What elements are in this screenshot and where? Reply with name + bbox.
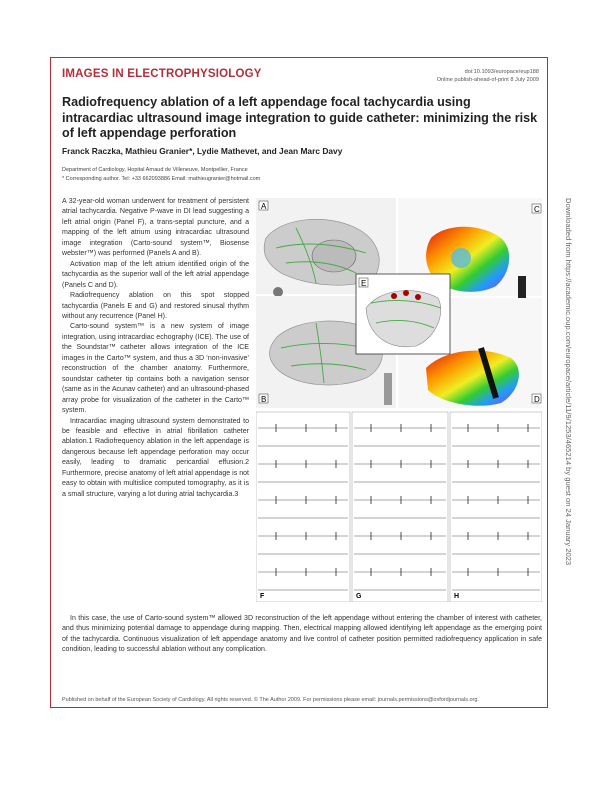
panel-f xyxy=(256,412,350,602)
section-heading: IMAGES IN ELECTROPHYSIOLOGY xyxy=(62,68,262,80)
paragraph: A 32-year-old woman underwent for treatment of persistent atrial tachycardia. Negative P-wave in DI lead suggesting a left atrial origin (Panel F), a trans-septal puncture, and a mapping of the left atrium using intracardiac ultrasound image integration (Carto-sound system™, Biosense webster™) was performed (Panels A and B). xyxy=(62,198,249,258)
online-date: Online publish-ahead-of-print 8 July 2009 xyxy=(436,77,539,83)
paragraph: In this case, the use of Carto-sound system™ allowed 3D reconstruction of the left appendage without entering the chamber of interest with catheter, and thus minimizing potential damage to appendage during mapping. Then, electrical mapping allowed identifying left appendage as the emerging point of the tachycardia. Continuous visualization of left appendage anatomy and live control of catheter position permitted radiofrequency application in safe condition, leading to successful ablation without any complication. xyxy=(62,615,542,654)
footer-note: Published on behalf of the European Society of Cardiology. All rights reserved. © The Author 2009. For permissions please email: journals.permissions@oxfordjournals.org. xyxy=(62,697,479,703)
figure-svg xyxy=(256,198,542,602)
correspondence: * Corresponding author. Tel: +33 662093886 Email: mathieugranier@hotmail.com xyxy=(62,175,261,182)
paragraph: Carto-sound system™ is a new system of image integration, using intracardiac echography (ICE). The use of the Soundstar™ catheter allows integration of the ICE images in the Carto™ system, and thus a 3D ‘non-invasive’ reconstruction of the chamber anatomy. Furthermore, soundstar catheter tip contains both a navigation sensor (same as in the Acunav catheter) and an ultrasound-phased array probe for visualization of the catheter in the Carto™ system. xyxy=(62,323,249,415)
side-download-note xyxy=(566,198,580,598)
figure-panels xyxy=(256,198,542,602)
panel-label-h: H xyxy=(454,593,460,600)
panel-g xyxy=(352,412,448,602)
panel-label-c: C xyxy=(534,205,540,214)
affiliation: Department of Cardiology, Hopital Arnaud de Villeneuve, Montpellier, France xyxy=(62,167,248,173)
left-column xyxy=(62,197,249,500)
paragraph: Intracardiac imaging ultrasound system demonstrated to be feasible and effective in atrial fibrillation catheter ablation.1 Radiofrequency ablation in the left appendage is dangerous because left appendage perforation may occur easily, leading to dramatic pericardial effusion.2 Furthermore, precise anatomy of left atrial appendage is not easy to obtain with multislice computed tomography, as it is a small structure, varying a lot during atrial tachycardia.3 xyxy=(62,417,249,498)
article-title: Radiofrequency ablation of a left appendage focal tachycardia using intracardiac ultrasound image integration to guide catheter: minimizing the risk of left appendage perforation xyxy=(62,95,538,140)
doi-block xyxy=(437,68,539,84)
panel-label-f: F xyxy=(260,593,265,600)
author-list: Franck Raczka, Mathieu Granier*, Lydie Mathevet, and Jean Marc Davy xyxy=(62,146,343,156)
paragraph: Radiofrequency ablation on this spot stopped tachycardia (Panels E and G) and restored sinusal rhythm without any recurrence (Panel H). xyxy=(62,292,249,320)
panel-label-g: G xyxy=(356,593,362,600)
panel-h xyxy=(450,412,542,602)
affiliation-block xyxy=(62,166,260,183)
full-width-paragraph xyxy=(62,614,542,656)
panel-e xyxy=(356,274,450,354)
panel-label-b: B xyxy=(261,395,267,404)
side-download-text[interactable]: Downloaded from https://academic.oup.com/europace/article/11/9/1253/465214 by guest on 24 January 2023 xyxy=(564,198,573,566)
doi-text[interactable]: doi:10.1093/europace/eup188 xyxy=(464,69,539,75)
panel-label-a: A xyxy=(261,202,267,211)
panel-label-e: E xyxy=(361,279,367,288)
panel-label-d: D xyxy=(534,395,540,404)
paragraph: Activation map of the left atrium identified origin of the tachycardia as the superior wall of the left atrial appendage (Panels C and D). xyxy=(62,260,249,289)
